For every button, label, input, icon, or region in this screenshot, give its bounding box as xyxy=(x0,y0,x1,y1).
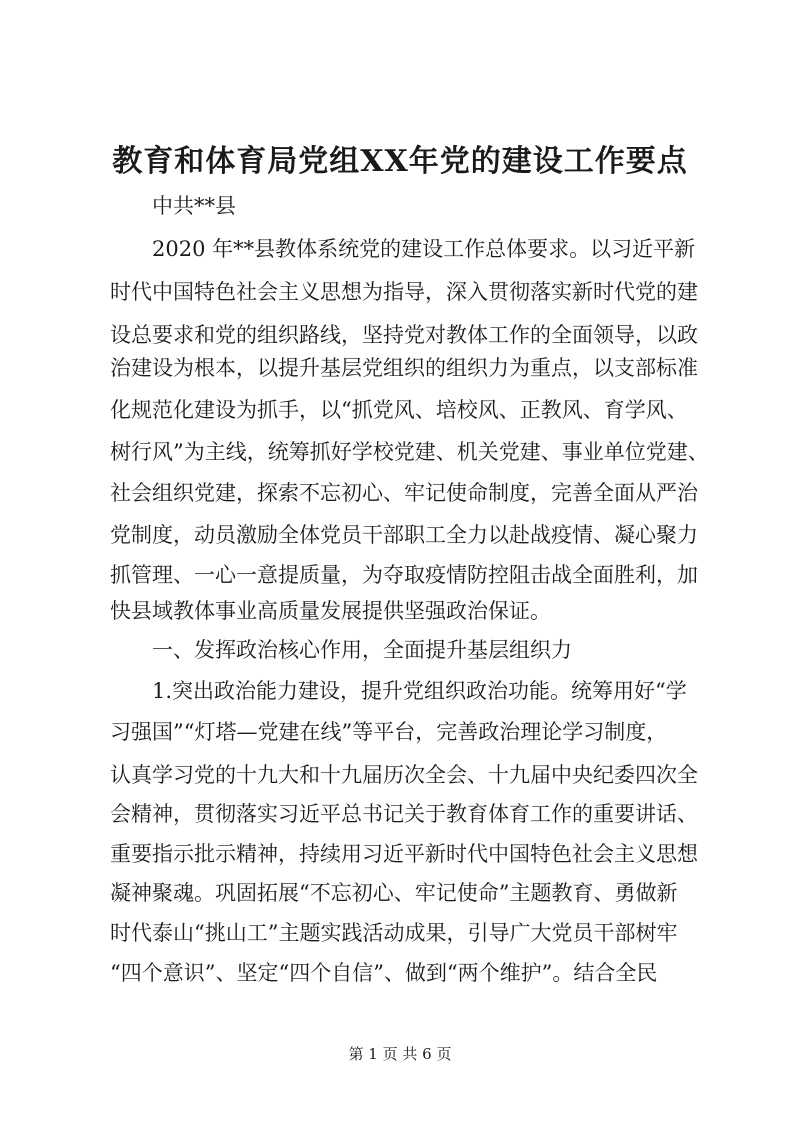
paragraph-line: 抓管理、一心一意提质量，为夺取疫情防控阻击战全面胜利，加 xyxy=(110,563,698,587)
paragraph-line: 1.突出政治能力建设，提升党组织政治功能。统筹用好“学 xyxy=(152,679,687,703)
paragraph-line: 时代泰山“挑山工”主题实践活动成果，引导广大党员干部树牢 xyxy=(110,921,678,945)
document-title: 教育和体育局党组XX年党的建设工作要点 xyxy=(112,144,688,179)
paragraph-line: 社会组织党建，探索不忘初心、牢记使命制度，完善全面从严治 xyxy=(110,481,698,505)
paragraph-line: 认真学习党的十九大和十九届历次全会、十九届中央纪委四次全 xyxy=(110,763,698,787)
paragraph-line: 化规范化建设为抓手，以“抓党风、培校风、正教风、育学风、 xyxy=(110,398,688,422)
page-number-footer: 第 1 页 共 6 页 xyxy=(348,1045,452,1063)
paragraph-line: “四个意识”、坚定“四个自信”、做到“两个维护”。结合全民 xyxy=(110,961,658,985)
section-heading: 一、发挥政治核心作用，全面提升基层组织力 xyxy=(152,638,572,662)
paragraph-line: 习强国”“灯塔—党建在线”等平台，完善政治理论学习制度， xyxy=(110,720,668,744)
paragraph-line: 时代中国特色社会主义思想为指导，深入贯彻落实新时代党的建 xyxy=(110,280,698,304)
paragraph-line: 会精神，贯彻落实习近平总书记关于教育体育工作的重要讲话、 xyxy=(110,802,698,826)
paragraph-line: 2020 年**县教体系统党的建设工作总体要求。以习近平新 xyxy=(152,237,696,261)
paragraph-line: 治建设为根本，以提升基层党组织的组织力为重点，以支部标准 xyxy=(110,356,698,380)
paragraph-line: 设总要求和党的组织路线，坚持党对教体工作的全面领导，以政 xyxy=(110,323,698,347)
paragraph-line: 树行风”为主线，统筹抓好学校党建、机关党建、事业单位党建、 xyxy=(110,440,709,464)
paragraph-line: 快县域教体事业高质量发展提供坚强政治保证。 xyxy=(110,599,551,623)
paragraph-line: 重要指示批示精神，持续用习近平新时代中国特色社会主义思想 xyxy=(110,842,698,866)
document-author: 中共**县 xyxy=(152,194,236,218)
paragraph-line: 党制度，动员激励全体党员干部职工全力以赴战疫情、凝心聚力 xyxy=(110,523,698,547)
paragraph-line: 凝神聚魂。巩固拓展“不忘初心、牢记使命”主题教育、勇做新 xyxy=(110,881,678,905)
